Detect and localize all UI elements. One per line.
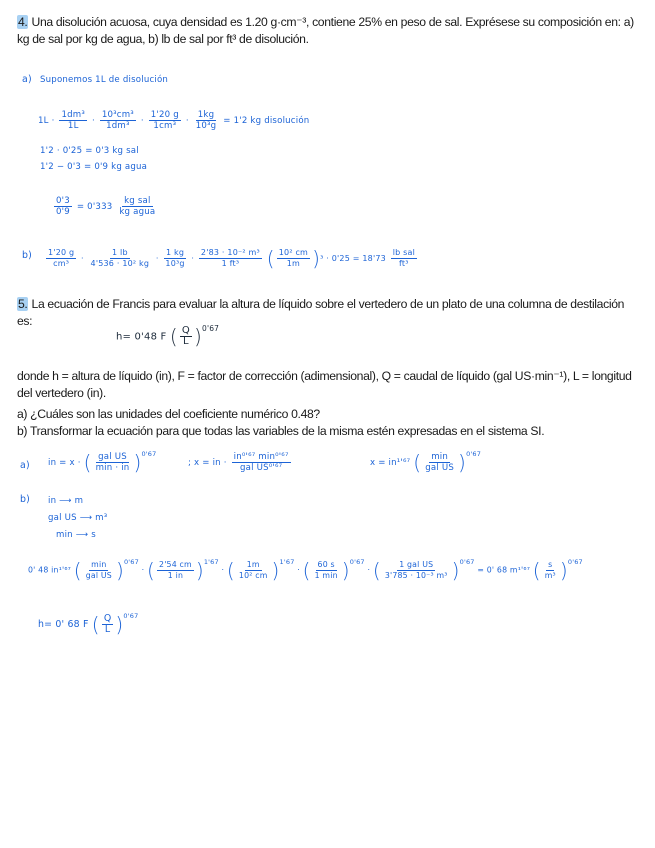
problem-5-statement (17, 296, 641, 330)
formula-frac: $\frac{Q}{L}$ (181, 325, 190, 347)
water-mass: 1'2 − 0'3 = 0'9 kg agua (40, 162, 148, 172)
problem-5-number: 5. (18, 297, 28, 311)
b-frac-3: $\frac{1 kg}{\text{10³g}}$ (165, 248, 185, 268)
b-frac-2: $\frac{1 lb}{\text{4'536 · 10² kg}}$ (90, 248, 150, 268)
formula-exponent: 0'67 (201, 324, 220, 333)
p5-eq-1: in = x · ( $\frac{\text{gal US}}{\min \cdot in}$ )$^{0'67}$ (48, 450, 157, 475)
problem-5-text: La ecuación de Francis para evaluar la altura de líquido sobre el vertedero de un plato de una columna de destilación es: (17, 297, 625, 328)
b-unit: $\frac{\text{lb sal}}{\text{ft³}}$ (392, 248, 416, 268)
conv-frac-3: $\frac{1'20 g}{\text{1cm³}}$ (150, 110, 179, 131)
problem-5-question-b: b) Transformar la ecuación para que todas las variables de la misma estén expresadas en el sistema SI. (17, 424, 545, 438)
unit-map-1: in ⟶ m (48, 496, 84, 506)
conv-frac-4: $\frac{1kg}{\text{10³g}}$ (195, 110, 217, 131)
unit-map-2: gal US ⟶ m³ (48, 513, 108, 523)
salt-mass: 1'2 · 0'25 = 0'3 kg sal (40, 146, 139, 156)
p5-conversion-chain: 0' 48 in¹'⁶⁷ ( $\frac{\min}{\text{gal US}}$ )$^{0'67}$ · ( $\frac{2'54 cm}{1 in}$ )$^{1'67}$ · ( $\frac{1m}{\text{10² cm}}$ )$^{1'67}$ · ( $\frac{60 s}{1 \min}$ )$^{0'67}$ · ( $\frac{\text{1 gal US}}{\text{3'785 · 10⁻³ m³}}$ )$^{0'67}$ = 0' 68 m¹'⁶⁷ ( $\frac{s}{\text{m³}}$ )$^{0'67}$ (28, 558, 583, 583)
problem-5-definitions: donde h = altura de líquido (in), F = factor de corrección (adimensional), Q = caudal de líquido (gal US·min⁻¹), L = longitud del vertedero (in). (17, 369, 632, 400)
part-a-conversion: 1L · $\frac{\text{1dm³}}{1L}$ · $\frac{\text{10³cm³}}{\text{1dm³}}$ · $\frac{1'20 g}{\text{1cm³}}$ · $\frac{1kg}{\text{10³g}}$ = 1'2 kg disolución (38, 110, 310, 131)
problem-4-statement (17, 14, 641, 48)
b-frac-4: $\frac{\text{2'83 · 10⁻² m³}}{\text{1 ft³}}$ (200, 248, 260, 268)
conv-frac-2: $\frac{\text{10³cm³}}{\text{1dm³}}$ (101, 110, 134, 131)
ratio-unit: $\frac{\text{kg sal}}{\text{kg agua}}$ (119, 196, 156, 217)
part-a-assumption: Suponemos 1L de disolución (40, 75, 169, 85)
unit-map-3: min ⟶ s (56, 530, 96, 540)
part-b-conversion: $\frac{1'20 g}{\text{cm³}}$ · $\frac{1 lb}{\text{4'536 · 10² kg}}$ · $\frac{1 kg}{\text{10³g}}$ · $\frac{\text{2'83 · 10⁻² m³}}{\text{1 ft³}}$ ( $\frac{\text{10² cm}}{1m}$ )³ · 0'25 = 18'73 $\frac{\text{lb sal}}{\text{ft³}}$ (48, 246, 416, 271)
part-a-label: a) (22, 74, 32, 85)
conv-frac-1: $\frac{\text{1dm³}}{1L}$ (61, 110, 86, 131)
formula-lhs: h= 0'48 F (116, 331, 167, 343)
b-tail: ³ · 0'25 = 18'73 (320, 254, 386, 263)
conv-start: 1L · (38, 116, 55, 126)
problem-4-text: Una disolución acuosa, cuya densidad es 1.20 g·cm⁻³, contiene 25% en peso de sal. Exprésese su composición en: a) kg de sal por kg de agua, b) lb de sal por ft³ de disolución. (17, 15, 634, 46)
problem-4-number: 4. (18, 15, 28, 29)
francis-formula: h= 0'48 F ( $\frac{Q}{L}$ )$^{0'67}$ (116, 324, 220, 349)
p5-part-b-label: b) (20, 494, 31, 505)
p5-final-formula: h= 0' 68 F ( $\frac{Q}{L}$ )$^{0'67}$ (38, 612, 139, 637)
b-frac-5: $\frac{\text{10² cm}}{1m}$ (278, 248, 309, 268)
p5-eq-2: ; x = in · $\frac{\text{in⁰'⁶⁷ min⁰'⁶⁷}}{\text{gal US⁰'⁶⁷}}$ (188, 452, 289, 473)
ratio-result: = 0'333 (76, 202, 113, 212)
conv-result: = 1'2 kg disolución (223, 116, 310, 126)
b-frac-1: $\frac{1'20 g}{\text{cm³}}$ (48, 248, 75, 268)
p5-eq-3: x = in¹'⁶⁷ ( $\frac{\min}{\text{gal US}}$ )$^{0'67}$ (370, 450, 482, 475)
p5-part-a-label: a) (20, 460, 30, 471)
ratio-line (52, 196, 159, 217)
part-b-label: b) (22, 250, 33, 261)
problem-5-question-a: a) ¿Cuáles son las unidades del coeficiente numérico 0.48? (17, 407, 320, 421)
ratio-frac: $\frac{0'3}{0'9}$ (56, 196, 70, 217)
